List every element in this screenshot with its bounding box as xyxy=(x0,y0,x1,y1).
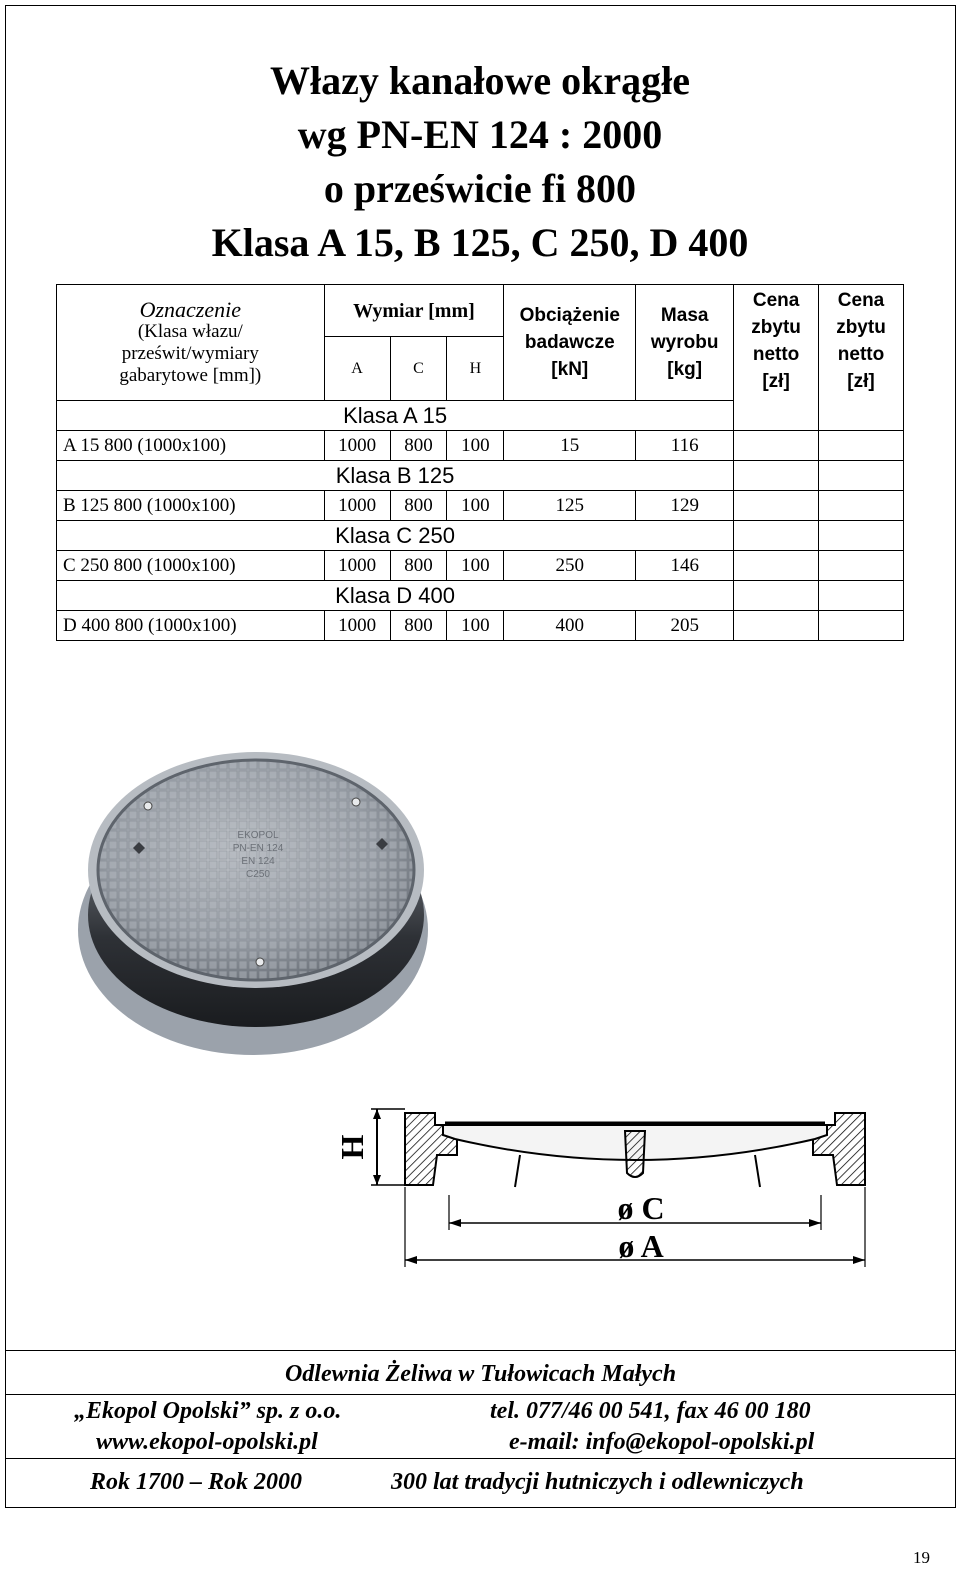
cross-section-drawing xyxy=(334,1095,900,1270)
class-label: Klasa D 400 xyxy=(57,581,734,611)
cell-load: 15 xyxy=(504,431,636,461)
cell-price-1 xyxy=(734,611,819,641)
class-label: Klasa C 250 xyxy=(57,521,734,551)
cell-c: 800 xyxy=(390,611,447,641)
cell-price-2 xyxy=(819,431,904,461)
cell-price-2 xyxy=(819,491,904,521)
page-title xyxy=(0,54,960,270)
cell-mass: 116 xyxy=(636,431,734,461)
footer-tradition xyxy=(6,1458,955,1509)
page-number: 19 xyxy=(913,1548,930,1567)
cell-price-1 xyxy=(734,551,819,581)
table-row xyxy=(57,611,904,641)
cell-empty xyxy=(819,581,904,611)
title-line-4: Klasa A 15, B 125, C 250, D 400 xyxy=(211,220,749,265)
spec-table xyxy=(56,284,904,641)
cell-mass: 205 xyxy=(636,611,734,641)
class-row-d400 xyxy=(57,581,904,611)
cell-price-2 xyxy=(819,611,904,641)
cell-a: 1000 xyxy=(324,551,390,581)
table-row xyxy=(57,491,904,521)
cell-price-2 xyxy=(819,551,904,581)
cell-empty xyxy=(734,461,819,491)
class-label: Klasa B 125 xyxy=(57,461,734,491)
header-oznaczenie: Oznaczenie (Klasa włazu/ prześwit/wymiary gabarytowe [mm]) xyxy=(57,285,325,401)
class-row-b125 xyxy=(57,461,904,491)
title-line-2: wg PN-EN 124 : 2000 xyxy=(297,112,663,157)
cell-oznaczenie: C 250 800 (1000x100) xyxy=(57,551,325,581)
title-line-1: Włazy kanałowe okrągłe xyxy=(270,58,690,103)
cell-h: 100 xyxy=(447,431,504,461)
manhole-photo xyxy=(78,740,440,1058)
header-cena-1: Cena zbytu netto [zł] xyxy=(734,285,819,431)
cell-load: 250 xyxy=(504,551,636,581)
cell-c: 800 xyxy=(390,551,447,581)
lid-text-1: EKOPOL xyxy=(237,830,279,841)
lid-text-2: PN-EN 124 xyxy=(232,843,284,854)
cell-price-1 xyxy=(734,491,819,521)
label-h: H xyxy=(334,1134,370,1160)
header-c: C xyxy=(390,337,447,401)
footer-www[interactable]: www.ekopol-opolski.pl xyxy=(96,1429,318,1455)
cell-a: 1000 xyxy=(324,491,390,521)
cell-load: 400 xyxy=(504,611,636,641)
cell-mass: 146 xyxy=(636,551,734,581)
table-row xyxy=(57,551,904,581)
cell-c: 800 xyxy=(390,491,447,521)
footer-years: Rok 1700 – Rok 2000 xyxy=(90,1469,303,1495)
header-cena-2: Cena zbytu netto [zł] xyxy=(819,285,904,431)
label-c: ø C xyxy=(617,1190,665,1226)
footer-phone: tel. 077/46 00 541, fax 46 00 180 xyxy=(490,1398,811,1424)
cell-load: 125 xyxy=(504,491,636,521)
cell-h: 100 xyxy=(447,491,504,521)
cell-empty xyxy=(819,461,904,491)
cell-oznaczenie: D 400 800 (1000x100) xyxy=(57,611,325,641)
footer-email[interactable]: e-mail: info@ekopol-opolski.pl xyxy=(509,1429,815,1455)
cell-a: 1000 xyxy=(324,611,390,641)
cell-price-1 xyxy=(734,431,819,461)
table-row xyxy=(57,431,904,461)
footer-contact xyxy=(6,1394,955,1459)
header-wymiar: Wymiar [mm] xyxy=(324,285,504,337)
header-h: H xyxy=(447,337,504,401)
lid-text-3: EN 124 xyxy=(241,856,275,867)
cell-oznaczenie: A 15 800 (1000x100) xyxy=(57,431,325,461)
cell-h: 100 xyxy=(447,551,504,581)
header-obciazenie: Obciążenie badawcze [kN] xyxy=(504,285,636,401)
class-label: Klasa A 15 xyxy=(57,401,734,431)
footer-name: „Ekopol Opolski” sp. z o.o. xyxy=(74,1398,342,1424)
cell-empty xyxy=(734,581,819,611)
footer-tradition-text: 300 lat tradycji hutniczych i odlewniczych xyxy=(391,1469,804,1495)
title-line-3: o prześwicie fi 800 xyxy=(323,166,637,211)
class-row-c250 xyxy=(57,521,904,551)
cell-h: 100 xyxy=(447,611,504,641)
lid-text-4: C250 xyxy=(246,869,270,880)
cell-empty xyxy=(819,521,904,551)
label-a: ø A xyxy=(618,1228,664,1264)
cell-c: 800 xyxy=(390,431,447,461)
cell-empty xyxy=(734,521,819,551)
cell-a: 1000 xyxy=(324,431,390,461)
cell-mass: 129 xyxy=(636,491,734,521)
header-a: A xyxy=(324,337,390,401)
cell-oznaczenie: B 125 800 (1000x100) xyxy=(57,491,325,521)
footer-company: Odlewnia Żeliwa w Tułowicach Małych xyxy=(6,1350,955,1395)
header-masa: Masa wyrobu [kg] xyxy=(636,285,734,401)
